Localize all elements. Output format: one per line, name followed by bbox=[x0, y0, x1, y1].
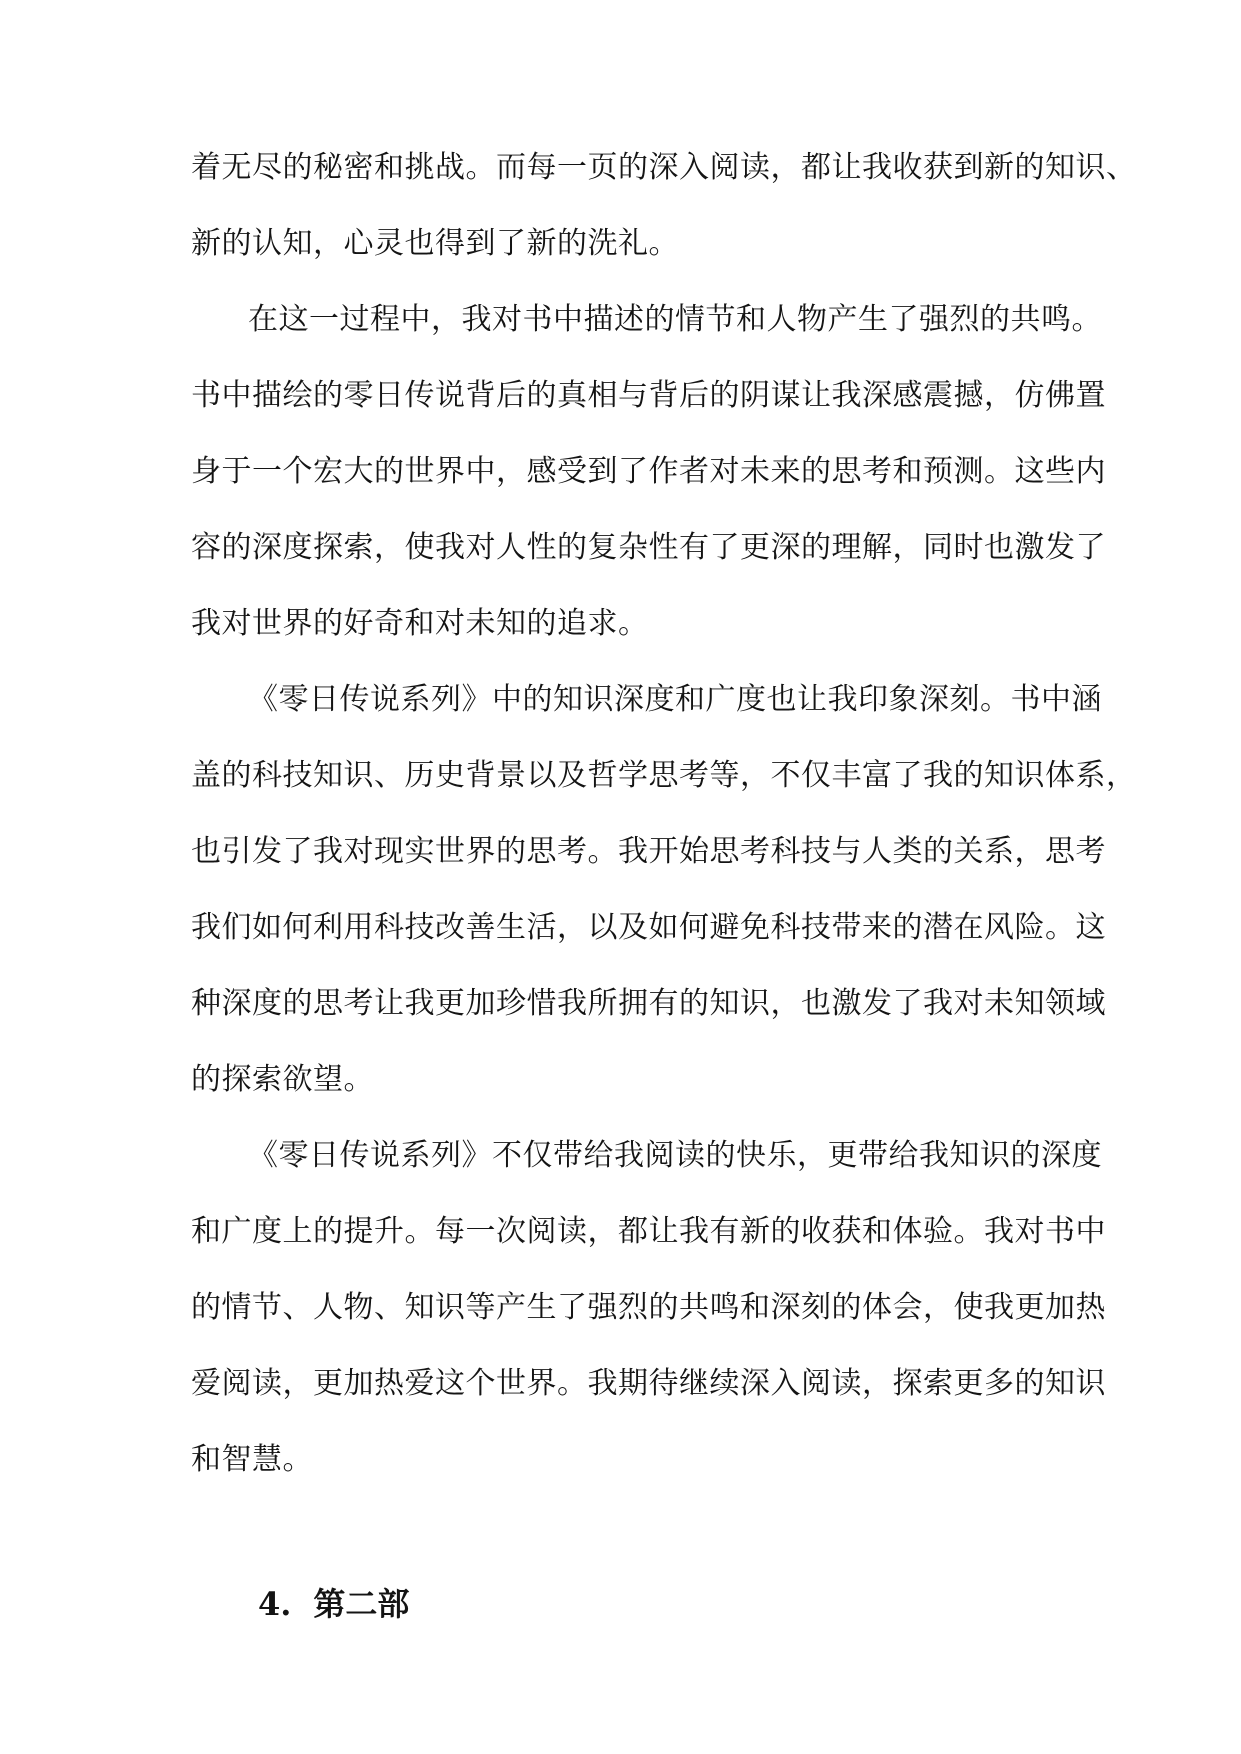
paragraph-3-line-4: 我们如何利用科技改善生活，以及如何避免科技带来的潜在风险。这 bbox=[191, 910, 1106, 945]
paragraph-3-line-2: 盖的科技知识、历史背景以及哲学思考等，不仅丰富了我的知识体系， bbox=[191, 758, 1137, 793]
paragraph-3-line-1: 《零日传说系列》中的知识深度和广度也让我印象深刻。书中涵 bbox=[248, 682, 1102, 717]
paragraph-4-line-4: 爱阅读，更加热爱这个世界。我期待继续深入阅读，探索更多的知识 bbox=[191, 1366, 1106, 1401]
paragraph-1-line-2: 新的认知，心灵也得到了新的洗礼。 bbox=[191, 226, 679, 261]
paragraph-2-line-1: 在这一过程中，我对书中描述的情节和人物产生了强烈的共鸣。 bbox=[248, 302, 1102, 337]
paragraph-2-line-3: 身于一个宏大的世界中，感受到了作者对未来的思考和预测。这些内 bbox=[191, 454, 1106, 489]
paragraph-2-line-4: 容的深度探索，使我对人性的复杂性有了更深的理解，同时也激发了 bbox=[191, 530, 1106, 565]
section-heading bbox=[258, 1579, 409, 1629]
paragraph-4-line-2: 和广度上的提升。每一次阅读，都让我有新的收获和体验。我对书中 bbox=[191, 1214, 1106, 1249]
paragraph-3-line-6: 的探索欲望。 bbox=[191, 1062, 374, 1097]
section-number: 4. bbox=[258, 1585, 292, 1623]
paragraph-4-line-3: 的情节、人物、知识等产生了强烈的共鸣和深刻的体会，使我更加热 bbox=[191, 1290, 1106, 1325]
paragraph-2-line-2: 书中描绘的零日传说背后的真相与背后的阴谋让我深感震撼，仿佛置 bbox=[191, 378, 1106, 413]
paragraph-3-line-5: 种深度的思考让我更加珍惜我所拥有的知识，也激发了我对未知领域 bbox=[191, 986, 1106, 1021]
section-title: 第二部 bbox=[313, 1585, 410, 1623]
paragraph-1-line-1: 着无尽的秘密和挑战。而每一页的深入阅读，都让我收获到新的知识、 bbox=[191, 150, 1137, 185]
paragraph-2-line-5: 我对世界的好奇和对未知的追求。 bbox=[191, 606, 649, 641]
paragraph-4-line-5: 和智慧。 bbox=[191, 1442, 313, 1477]
paragraph-3-line-3: 也引发了我对现实世界的思考。我开始思考科技与人类的关系，思考 bbox=[191, 834, 1106, 869]
paragraph-4-line-1: 《零日传说系列》不仅带给我阅读的快乐，更带给我知识的深度 bbox=[248, 1138, 1102, 1173]
